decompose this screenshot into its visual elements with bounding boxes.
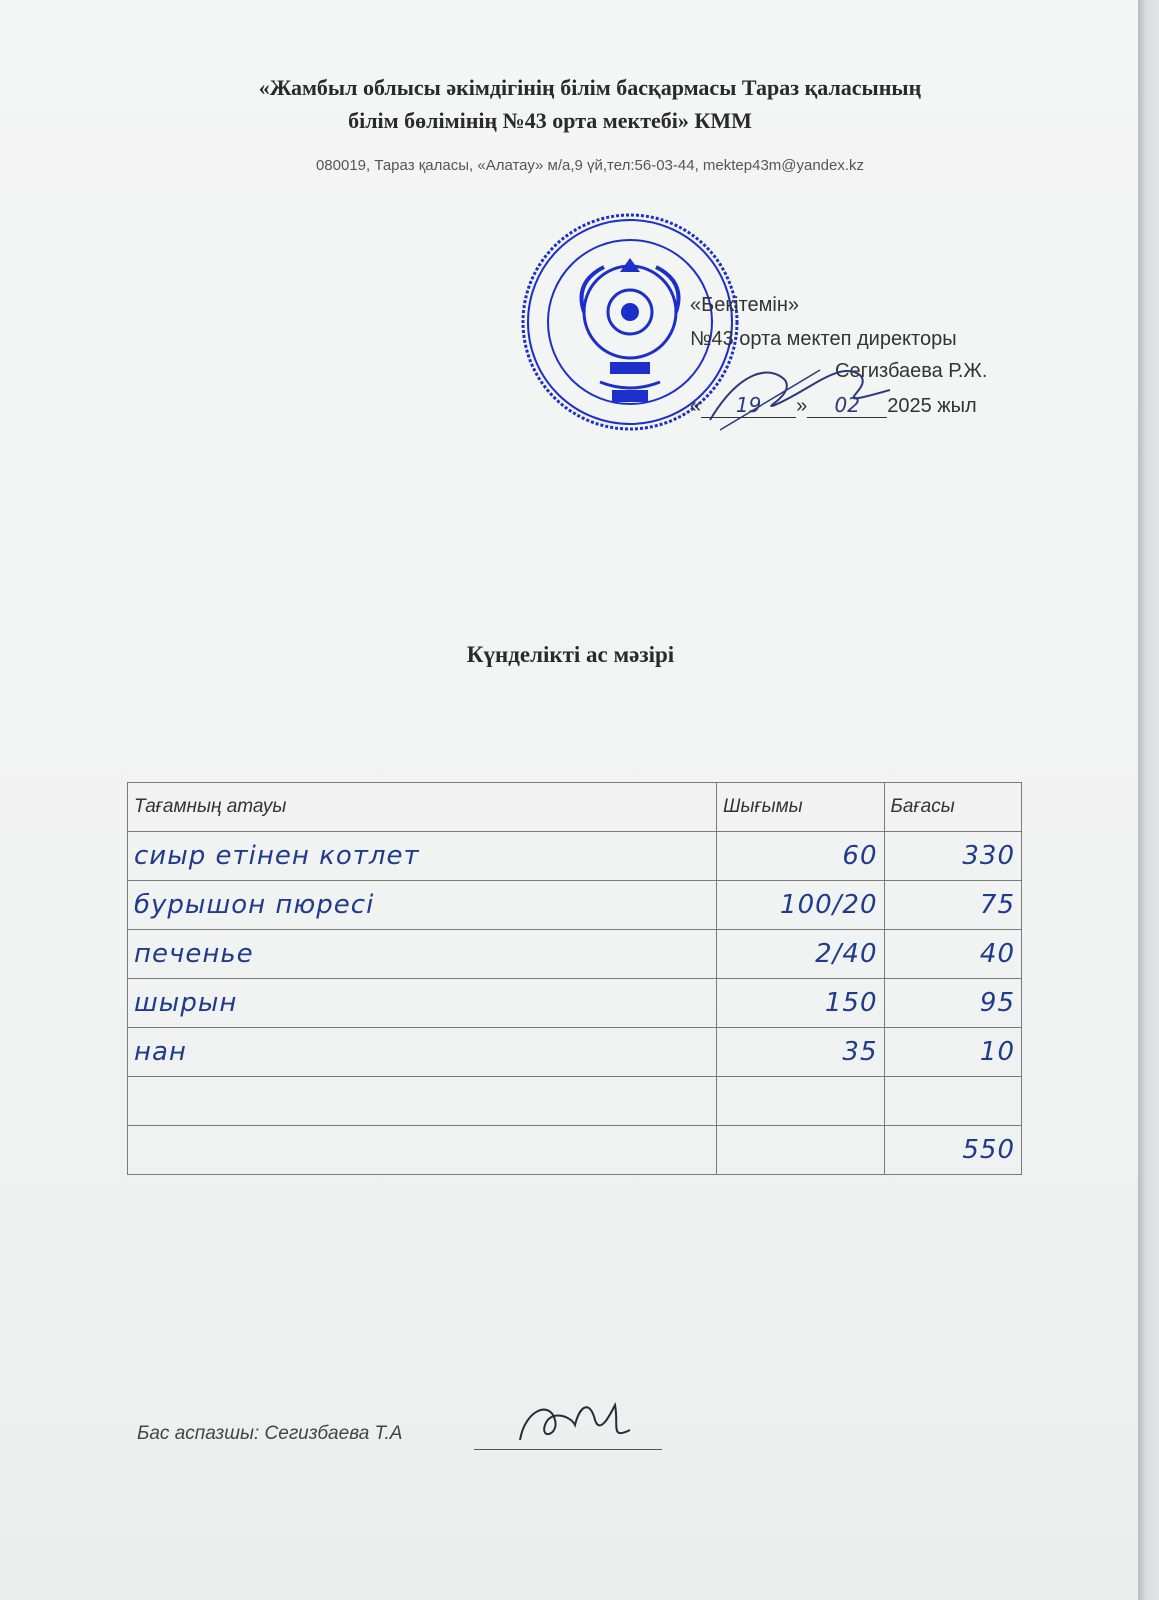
chef-signature (515, 1395, 635, 1450)
dish-name: сиыр етінен котлет (128, 832, 717, 881)
dish-name: шырын (128, 979, 717, 1028)
dish-name: бурышон пюресі (128, 881, 717, 930)
table-row (128, 1077, 1022, 1126)
dish-name (128, 1077, 717, 1126)
header-price: Бағасы (884, 783, 1021, 832)
sheet-edge-shadow (1138, 0, 1159, 1600)
emblem-icon (582, 258, 679, 374)
header-dish-name: Тағамның атауы (128, 783, 717, 832)
header-line-2: білім бөлімінің №43 орта мектебі» КММ (348, 108, 752, 133)
dish-yield (717, 1077, 884, 1126)
date-close-quote: » (796, 395, 808, 417)
dish-price: 10 (884, 1028, 1021, 1077)
date-open-quote: « (690, 395, 702, 417)
table-row (128, 881, 1022, 930)
header-yield: Шығымы (717, 783, 884, 832)
table-row (128, 979, 1022, 1028)
dish-name: нан (128, 1028, 717, 1077)
date-month: 02 (807, 393, 887, 418)
dish-yield (717, 1126, 884, 1175)
total-price: 550 (884, 1126, 1021, 1175)
director-signature (700, 350, 910, 440)
dish-price: 95 (884, 979, 1021, 1028)
approval-name: Сегизбаева Р.Ж. (835, 360, 988, 382)
approval-title: «Бекітемін» (690, 294, 799, 316)
document-title: Күнделікті ас мәзірі (466, 642, 675, 667)
date-day: 19 (701, 393, 796, 418)
dish-price: 40 (884, 930, 1021, 979)
menu-table (127, 782, 1022, 1175)
approval-role: №43 орта мектеп директоры (690, 328, 957, 350)
dish-price (884, 1077, 1021, 1126)
table-row (128, 1028, 1022, 1077)
header-line-1: «Жамбыл облысы әкімдігінің білім басқармасы Тараз қаласының (258, 75, 922, 100)
dish-yield: 2/40 (717, 930, 884, 979)
dish-price: 75 (884, 881, 1021, 930)
table-header-row (128, 783, 1022, 832)
dish-price: 330 (884, 832, 1021, 881)
table-total-row (128, 1126, 1022, 1175)
table-row (128, 832, 1022, 881)
dish-name (128, 1126, 717, 1175)
table-row (128, 930, 1022, 979)
dish-yield: 150 (717, 979, 884, 1028)
dish-yield: 100/20 (717, 881, 884, 930)
dish-yield: 60 (717, 832, 884, 881)
dish-name: печенье (128, 930, 717, 979)
school-address: 080019, Тараз қаласы, «Алатау» м/а,9 үй,тел:56-03-44, mektep43m@yandex.kz (315, 157, 865, 174)
date-year: 2025 жыл (887, 395, 977, 417)
chef-label: Бас аспазшы: Сегизбаева Т.А (137, 1423, 403, 1444)
dish-yield: 35 (717, 1028, 884, 1077)
